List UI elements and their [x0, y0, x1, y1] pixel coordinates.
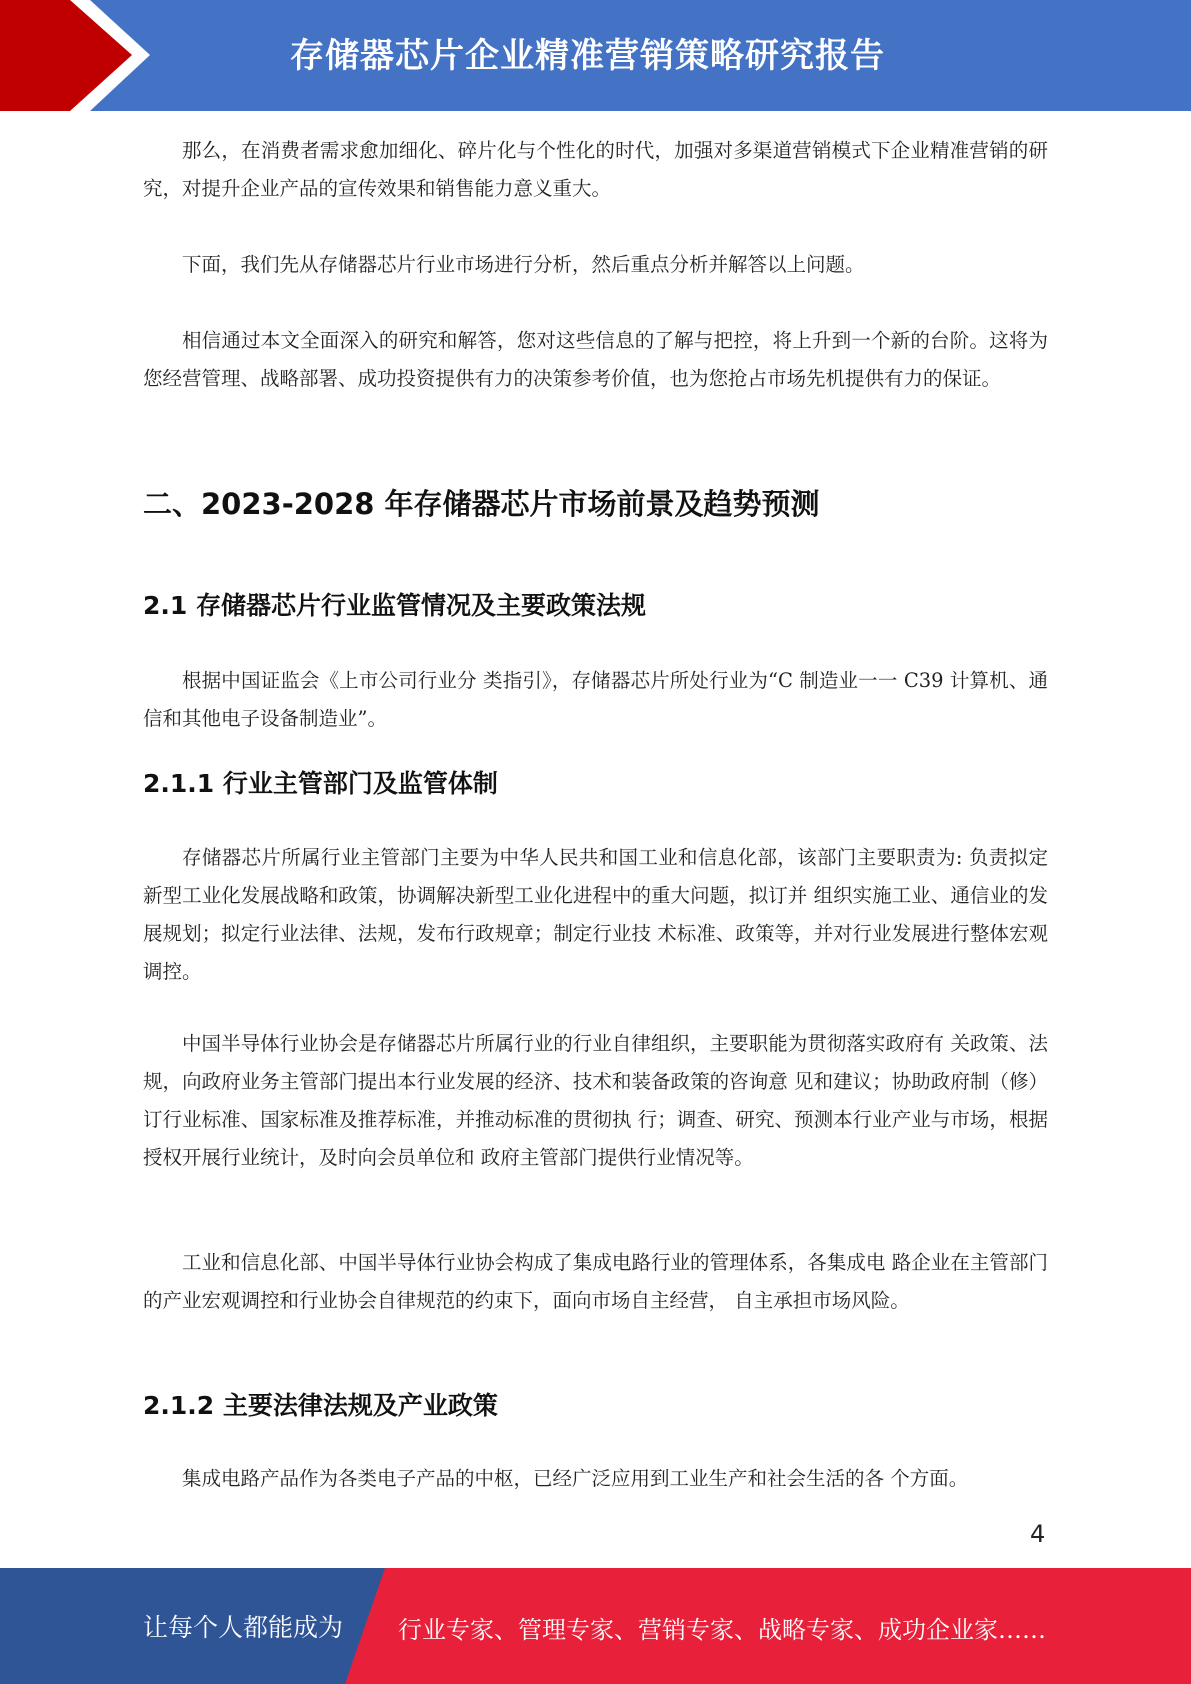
paragraph: 存储器芯片所属行业主管部门主要为中华人民共和国工业和信息化部，该部门主要职责为: 负责拟定新型工业化发展战略和政策，协调解决新型工业化进程中的重大问题，拟订并 组织实施工业、通信业的发展规划；拟定行业法律、法规，发布行政规章；制定行业技 术标准、政策等，并对行业发展进行整体宏观调控。 [143, 846, 1048, 983]
subsection-heading: 2.1.2 主要法律法规及产业政策 [143, 1391, 498, 1420]
footer-slogan-left: 让每个人都能成为 [143, 1613, 344, 1642]
paragraph: 相信通过本文全面深入的研究和解答，您对这些信息的了解与把控，将上升到一个新的台阶。这将为您经营管理、战略部署、成功投资提供有力的决策参考价值，也为您抢占市场先机提供有力的保证。 [143, 329, 1048, 390]
subsection-heading: 2.1 存储器芯片行业监管情况及主要政策法规 [143, 591, 646, 620]
page-number: 4 [1030, 1520, 1046, 1548]
page-header [0, 0, 1191, 111]
subsection-heading: 2.1.1 行业主管部门及监管体制 [143, 769, 498, 798]
page-footer [0, 1568, 1191, 1684]
section-heading: 二、2023-2028 年存储器芯片市场前景及趋势预测 [143, 487, 820, 521]
footer-slogan-right: 行业专家、管理专家、营销专家、战略专家、成功企业家…… [398, 1616, 1046, 1644]
paragraph: 根据中国证监会《上市公司行业分 类指引》，存储器芯片所处行业为“C 制造业一一 C39 计算机、通信和其他电子设备制造业”。 [143, 669, 1048, 730]
paragraph: 集成电路产品作为各类电子产品的中枢，已经广泛应用到工业生产和社会生活的各 个方面。 [182, 1467, 969, 1490]
paragraph: 中国半导体行业协会是存储器芯片所属行业的行业自律组织，主要职能为贯彻落实政府有 关政策、法规，向政府业务主管部门提出本行业发展的经济、技术和装备政策的咨询意 见和建议；协助政府制（修）订行业标准、国家标准及推荐标准，并推动标准的贯彻执 行；调查、研究、预测本行业产业与市场，根据授权开展行业统计，及时向会员单位和 政府主管部门提供行业情况等。 [143, 1032, 1048, 1169]
paragraph: 工业和信息化部、中国半导体行业协会构成了集成电路行业的管理体系，各集成电 路企业在主管部门的产业宏观调控和行业协会自律规范的约束下，面向市场自主经营， 自主承担市场风险。 [143, 1251, 1048, 1312]
paragraph: 那么，在消费者需求愈加细化、碎片化与个性化的时代，加强对多渠道营销模式下企业精准营销的研究，对提升企业产品的宣传效果和销售能力意义重大。 [143, 139, 1048, 200]
paragraph: 下面，我们先从存储器芯片行业市场进行分析，然后重点分析并解答以上问题。 [182, 253, 865, 276]
report-title: 存储器芯片企业精准营销策略研究报告 [290, 36, 885, 76]
